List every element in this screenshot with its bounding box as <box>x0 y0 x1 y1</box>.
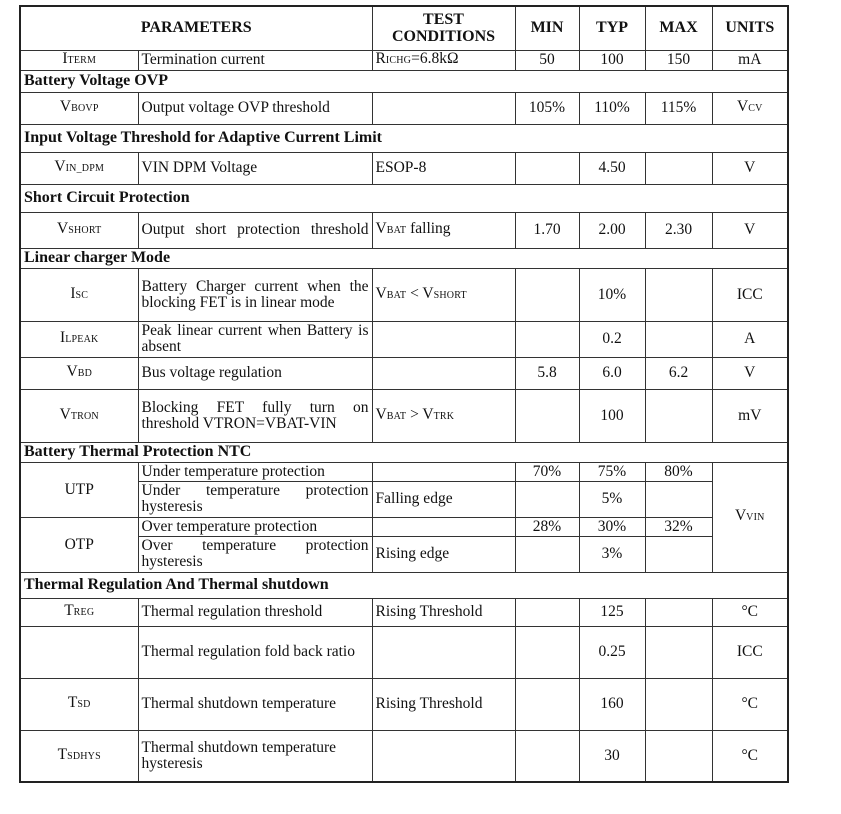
param-typ: 2.00 <box>579 212 645 248</box>
table-row-treg <box>20 598 788 626</box>
param-condition: RICHG=6.8kΩ <box>372 50 515 70</box>
param-condition <box>372 730 515 782</box>
param-condition: ESOP-8 <box>372 152 515 184</box>
table-row-otp <box>20 517 788 536</box>
param-unit: ICC <box>712 626 788 678</box>
param-typ: 4.50 <box>579 152 645 184</box>
section-battery-ovp <box>20 70 788 92</box>
param-typ: 6.0 <box>579 357 645 389</box>
param-symbol: ILPEAK <box>20 321 138 357</box>
param-unit: V <box>712 212 788 248</box>
param-unit: A <box>712 321 788 357</box>
param-description: Under temperature protection hysteresis <box>138 481 372 517</box>
param-typ: 110% <box>579 92 645 124</box>
param-description: Thermal regulation threshold <box>138 598 372 626</box>
param-description: Under temperature protection <box>138 462 372 481</box>
section-short-circuit <box>20 184 788 212</box>
param-symbol: TSDHYS <box>20 730 138 782</box>
param-condition: Rising Threshold <box>372 598 515 626</box>
header-units: UNITS <box>712 6 788 50</box>
header-test-conditions: TEST CONDITIONS <box>372 6 515 50</box>
table-row-ilpeak <box>20 321 788 357</box>
param-min: 105% <box>515 92 579 124</box>
param-unit: °C <box>712 598 788 626</box>
param-min <box>515 730 579 782</box>
param-min <box>515 389 579 442</box>
section-thermal-regulation <box>20 572 788 598</box>
param-description: Thermal regulation fold back ratio <box>138 626 372 678</box>
param-condition <box>372 357 515 389</box>
param-unit: °C <box>712 678 788 730</box>
param-max: 80% <box>645 462 712 481</box>
param-unit: VCV <box>712 92 788 124</box>
param-max <box>645 626 712 678</box>
table-row-tsdhys <box>20 730 788 782</box>
section-title: Input Voltage Threshold for Adaptive Current Limit <box>20 124 788 152</box>
param-typ: 5% <box>579 481 645 517</box>
param-symbol: VBOVP <box>20 92 138 124</box>
param-description: VIN DPM Voltage <box>138 152 372 184</box>
section-title: Battery Voltage OVP <box>20 70 788 92</box>
param-symbol: ITERM <box>20 50 138 70</box>
param-description: Over temperature protection hysteresis <box>138 536 372 572</box>
param-description: Thermal shutdown temperature <box>138 678 372 730</box>
param-condition <box>372 517 515 536</box>
param-typ: 100 <box>579 50 645 70</box>
section-thermal-ntc <box>20 442 788 462</box>
param-typ: 30% <box>579 517 645 536</box>
param-condition <box>372 462 515 481</box>
param-typ: 0.25 <box>579 626 645 678</box>
param-unit: VVIN <box>712 462 788 572</box>
section-input-threshold <box>20 124 788 152</box>
table-row-iterm <box>20 50 788 70</box>
param-max <box>645 678 712 730</box>
param-condition: VBAT falling <box>372 212 515 248</box>
param-min <box>515 598 579 626</box>
param-description: Output short protection threshold <box>138 212 372 248</box>
param-condition <box>372 92 515 124</box>
param-max: 2.30 <box>645 212 712 248</box>
param-min <box>515 536 579 572</box>
param-min <box>515 481 579 517</box>
header-row <box>20 6 788 50</box>
param-max <box>645 268 712 321</box>
param-max <box>645 321 712 357</box>
param-unit: ICC <box>712 268 788 321</box>
param-max <box>645 481 712 517</box>
section-title: Short Circuit Protection <box>20 184 788 212</box>
param-min <box>515 678 579 730</box>
param-typ: 125 <box>579 598 645 626</box>
param-condition: VBAT < VSHORT <box>372 268 515 321</box>
param-condition <box>372 321 515 357</box>
param-condition: Rising edge <box>372 536 515 572</box>
param-min <box>515 152 579 184</box>
param-condition: Falling edge <box>372 481 515 517</box>
param-unit: °C <box>712 730 788 782</box>
param-unit: mV <box>712 389 788 442</box>
param-max: 115% <box>645 92 712 124</box>
param-max <box>645 389 712 442</box>
param-symbol: VTRON <box>20 389 138 442</box>
section-title: Thermal Regulation And Thermal shutdown <box>20 572 788 598</box>
param-max <box>645 730 712 782</box>
table-row-vbovp <box>20 92 788 124</box>
param-typ: 100 <box>579 389 645 442</box>
param-symbol: VBD <box>20 357 138 389</box>
table-row-vbd <box>20 357 788 389</box>
table-row-vtron <box>20 389 788 442</box>
param-typ: 160 <box>579 678 645 730</box>
param-unit: V <box>712 357 788 389</box>
table-row-foldback <box>20 626 788 678</box>
param-symbol: VIN_DPM <box>20 152 138 184</box>
param-min <box>515 268 579 321</box>
param-description: Over temperature protection <box>138 517 372 536</box>
param-max <box>645 536 712 572</box>
param-symbol: OTP <box>20 517 138 572</box>
param-symbol: TREG <box>20 598 138 626</box>
param-max <box>645 152 712 184</box>
param-condition: VBAT > VTRK <box>372 389 515 442</box>
header-parameters: PARAMETERS <box>20 6 372 50</box>
header-max: MAX <box>645 6 712 50</box>
param-symbol <box>20 626 138 678</box>
param-min: 50 <box>515 50 579 70</box>
param-max: 32% <box>645 517 712 536</box>
param-description: Peak linear current when Battery is absent <box>138 321 372 357</box>
param-unit: V <box>712 152 788 184</box>
param-min: 5.8 <box>515 357 579 389</box>
param-condition <box>372 626 515 678</box>
param-typ: 30 <box>579 730 645 782</box>
param-min <box>515 626 579 678</box>
param-max <box>645 598 712 626</box>
param-typ: 75% <box>579 462 645 481</box>
param-min <box>515 321 579 357</box>
section-title: Battery Thermal Protection NTC <box>20 442 788 462</box>
param-min: 28% <box>515 517 579 536</box>
table-row-utp <box>20 462 788 481</box>
param-description: Thermal shutdown temperature hysteresis <box>138 730 372 782</box>
param-min: 70% <box>515 462 579 481</box>
param-description: Termination current <box>138 50 372 70</box>
param-symbol: UTP <box>20 462 138 517</box>
param-description: Bus voltage regulation <box>138 357 372 389</box>
param-symbol: TSD <box>20 678 138 730</box>
param-symbol: ISC <box>20 268 138 321</box>
header-min: MIN <box>515 6 579 50</box>
section-linear-mode <box>20 248 788 268</box>
param-typ: 10% <box>579 268 645 321</box>
param-description: Output voltage OVP threshold <box>138 92 372 124</box>
table-row-tsd <box>20 678 788 730</box>
param-unit: mA <box>712 50 788 70</box>
header-typ: TYP <box>579 6 645 50</box>
param-description: Blocking FET fully turn on threshold VTRON=VBAT-VIN <box>138 389 372 442</box>
param-typ: 3% <box>579 536 645 572</box>
param-typ: 0.2 <box>579 321 645 357</box>
param-max: 6.2 <box>645 357 712 389</box>
section-title: Linear charger Mode <box>20 248 788 268</box>
table-row-vshort <box>20 212 788 248</box>
param-symbol: VSHORT <box>20 212 138 248</box>
table-row-vin-dpm <box>20 152 788 184</box>
table-row-isc <box>20 268 788 321</box>
param-condition: Rising Threshold <box>372 678 515 730</box>
param-description: Battery Charger current when the blocking FET is in linear mode <box>138 268 372 321</box>
param-max: 150 <box>645 50 712 70</box>
spec-table <box>19 5 789 783</box>
param-min: 1.70 <box>515 212 579 248</box>
